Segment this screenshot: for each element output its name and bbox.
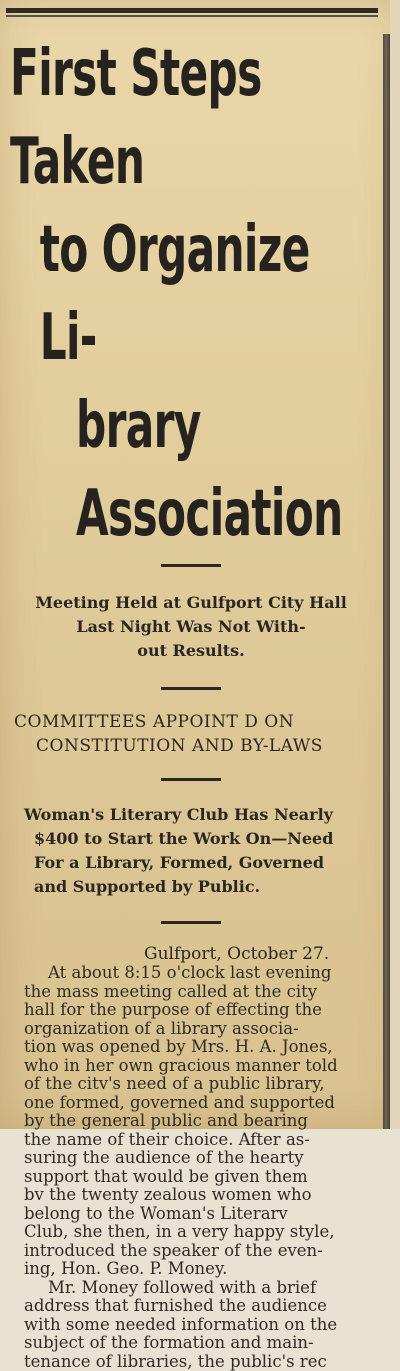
body-line: Club, she then, in a very happy style,	[24, 1223, 372, 1242]
subhead-committees	[10, 710, 372, 758]
body-line: subject of the formation and main-	[24, 1334, 372, 1353]
body-line: Mr. Money followed with a brief	[24, 1279, 372, 1298]
column-border	[383, 34, 390, 1129]
subhead-line: and Supported by Public.	[24, 875, 372, 899]
body-line: tion was opened by Mrs. H. A. Jones,	[24, 1038, 372, 1057]
subhead-line: COMMITTEES APPOINT D ON	[10, 710, 372, 734]
body-line: organization of a library associa-	[24, 1020, 372, 1039]
body-line: At about 8:15 o'clock last evening	[24, 964, 372, 983]
subhead-line: out Results.	[10, 639, 372, 663]
dateline: Gulfport, October 27.	[10, 944, 372, 964]
body-line: of the citv's need of a public library,	[24, 1075, 372, 1094]
subhead-line: Woman's Literary Club Has Nearly	[24, 803, 372, 827]
subhead-literary-club	[10, 803, 372, 899]
subhead-line: CONSTITUTION AND BY-LAWS	[10, 734, 372, 758]
body-line: tenance of libraries, the public's rec	[24, 1353, 372, 1371]
body-line: introduced the speaker of the even-	[24, 1242, 372, 1261]
article	[10, 30, 372, 1371]
body-line: address that furnished the audience	[24, 1297, 372, 1316]
body-line: bv the twenty zealous women who	[24, 1186, 372, 1205]
headline	[10, 30, 372, 558]
headline-line-3: brary Association	[10, 382, 372, 558]
top-rule	[6, 8, 378, 13]
body-line: ing, Hon. Geo. P. Money.	[24, 1260, 372, 1279]
body-line: suring the audience of the hearty	[24, 1149, 372, 1168]
subhead-meeting	[10, 591, 372, 663]
body-line: who in her own gracious manner told	[24, 1057, 372, 1076]
body-line: one formed, governed and supported	[24, 1094, 372, 1113]
headline-line-1: First Steps Taken	[10, 30, 372, 206]
body-line: the name of their choice. After as-	[24, 1131, 372, 1150]
body-line: hall for the purpose of effecting the	[24, 1001, 372, 1020]
headline-line-2: to Organize Li-	[10, 206, 372, 382]
top-rule-thin	[6, 15, 378, 17]
page-margin	[390, 0, 400, 1129]
subhead-line: $400 to Start the Work On—Need	[24, 827, 372, 851]
subhead-line: Last Night Was Not With-	[10, 615, 372, 639]
subhead-line: For a Library, Formed, Governed	[24, 851, 372, 875]
body-line: with some needed information on the	[24, 1316, 372, 1335]
body-line: support that would be given them	[24, 1168, 372, 1187]
article-body	[10, 964, 372, 1371]
body-line: belong to the Woman's Literarv	[24, 1205, 372, 1224]
subhead-line: Meeting Held at Gulfport City Hall	[10, 591, 372, 615]
body-line: by the general public and bearing	[24, 1112, 372, 1131]
body-line: the mass meeting called at the city	[24, 983, 372, 1002]
